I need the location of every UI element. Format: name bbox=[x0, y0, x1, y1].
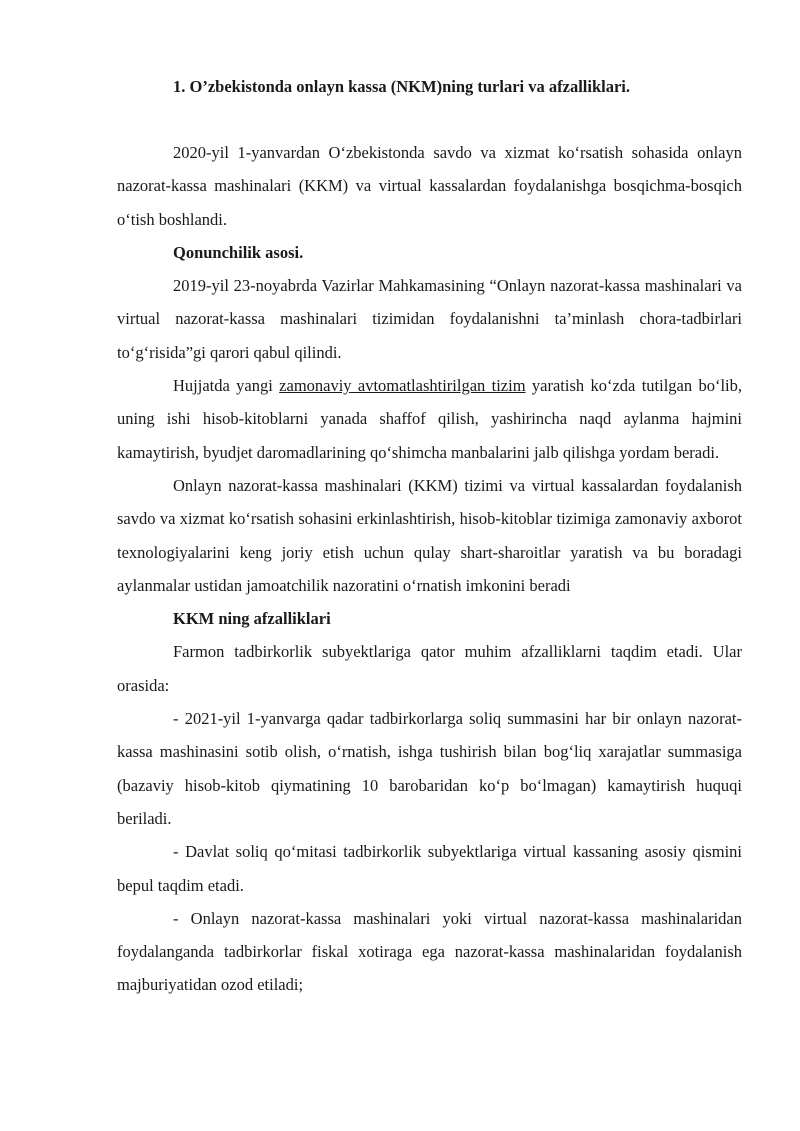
intro-paragraph: 2020-yil 1-yanvardan O‘zbekistonda savdo va xizmat ko‘rsatish sohasida onlayn nazorat-kassa mashinalari (KKM) va virtual kassalardan foydalanishga bosqichma-bosqich o‘tish boshlandi. bbox=[117, 143, 742, 229]
system-paragraph: Onlayn nazorat-kassa mashinalari (KKM) tizimi va virtual kassalardan foydalanish savdo va xizmat ko‘rsatish sohasini erkinlashtirish, hisob-kitoblar tizimiga zamonaviy axborot texnologiyalarini keng joriy etish uchun qulay shart-sharoitlar yaratish va bu boradagi aylanmalar ustidan jamoatchilik nazoratini o‘rnatish imkonini beradi bbox=[117, 475, 742, 595]
advantages-intro-paragraph: Farmon tadbirkorlik subyektlariga qator muhim afzalliklarni taqdim etadi. Ular orasida: bbox=[117, 642, 742, 695]
legal-basis-heading: Qonunchilik asosi. bbox=[173, 242, 304, 262]
legal-basis-paragraph: 2019-yil 23-noyabrda Vazirlar Mahkamasining “Onlayn nazorat-kassa mashinalari va virtual nazorat-kassa mashinalari tizimidan foydalanishni ta’minlash chora-tadbirlari to‘g‘risida”gi qarori qabul qilindi. bbox=[117, 276, 742, 362]
advantage-item-2: - Davlat soliq qo‘mitasi tadbirkorlik subyektlariga virtual kassaning asosiy qismini bepul taqdim etadi. bbox=[117, 842, 742, 895]
title-spacer bbox=[117, 103, 742, 136]
doc-text-after: yaratish ko‘zda tutilgan bo‘lib, uning ishi hisob-kitoblarni yanada shaffof qilish, yashirincha naqd aylanma hajmini kamaytirish, byudjet daromadlarining qo‘shimcha manbalarini jalb qilishga yordam beradi. bbox=[117, 376, 742, 462]
advantage-item-3: - Onlayn nazorat-kassa mashinalari yoki virtual nazorat-kassa mashinalaridan foydalanganda tadbirkorlar fiskal xotiraga ega nazorat-kassa mashinalaridan foydalanish majburiyatidan ozod etiladi; bbox=[117, 908, 742, 995]
doc-text-before: Hujjatda yangi bbox=[173, 376, 280, 396]
document-page bbox=[117, 70, 742, 1002]
automated-system-link[interactable]: zamonaviy avtomatlashtirilgan tizim bbox=[279, 376, 526, 396]
document-description-paragraph bbox=[117, 369, 742, 469]
advantage-item-1: - 2021-yil 1-yanvarga qadar tadbirkorlarga soliq summasini har bir onlayn nazorat-kassa mashinasini sotib olish, o‘rnatish, ishga tushirish bilan bog‘liq xarajatlar summasiga (bazaviy hisob-kitob qiymatining 10 barobaridan ko‘p bo‘lmagan) kamaytirish huquqi beriladi. bbox=[117, 709, 742, 828]
advantages-heading: KKM ning afzalliklari bbox=[173, 609, 331, 629]
document-title: 1. O’zbekistonda onlayn kassa (NKM)ning turlari va afzalliklari. bbox=[173, 77, 630, 96]
